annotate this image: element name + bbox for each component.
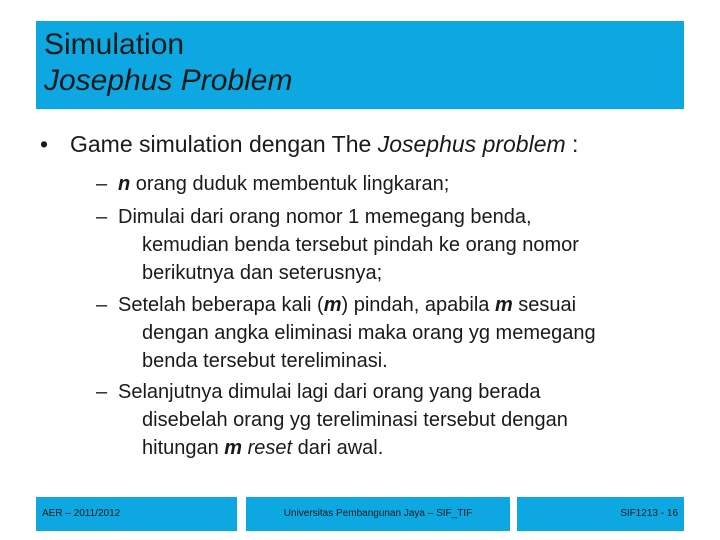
dash-marker: – [96,294,108,316]
sub-bullet-line: berikutnya dan seterusnya; [142,262,383,284]
sub-bullet-line: hitungan m reset dari awal. [142,437,384,459]
footer-institution: Universitas Pembangunan Jaya – SIF_TIF [246,497,510,531]
sub-bullet-line: disebelah orang yg tereliminasi tersebut dengan [142,409,568,431]
slide-subtitle: Josephus Problem [44,64,293,97]
sub-bullet-line: Dimulai dari orang nomor 1 memegang benda, [118,206,532,228]
main-bullet-text: Game simulation dengan The Josephus problem : [70,131,579,157]
footer-course-year: AER – 2011/2012 [36,497,237,531]
bullet-marker: • [40,131,49,157]
sub-bullet-line: benda tersebut tereliminasi. [142,350,388,372]
footer-slide-number: SIF1213 - 16 [517,497,684,531]
slide-title: Simulation [44,28,185,61]
title-bar [36,21,684,109]
sub-bullet-line: dengan angka eliminasi maka orang yg memegang [142,322,596,344]
dash-marker: – [96,206,108,228]
sub-bullet-line: n orang duduk membentuk lingkaran; [118,173,450,195]
sub-bullet-line: kemudian benda tersebut pindah ke orang nomor [142,234,579,256]
dash-marker: – [96,173,108,195]
sub-bullet-line: Selanjutnya dimulai lagi dari orang yang berada [118,381,541,403]
sub-bullet-line: Setelah beberapa kali (m) pindah, apabila m sesuai [118,294,577,316]
dash-marker: – [96,381,108,403]
